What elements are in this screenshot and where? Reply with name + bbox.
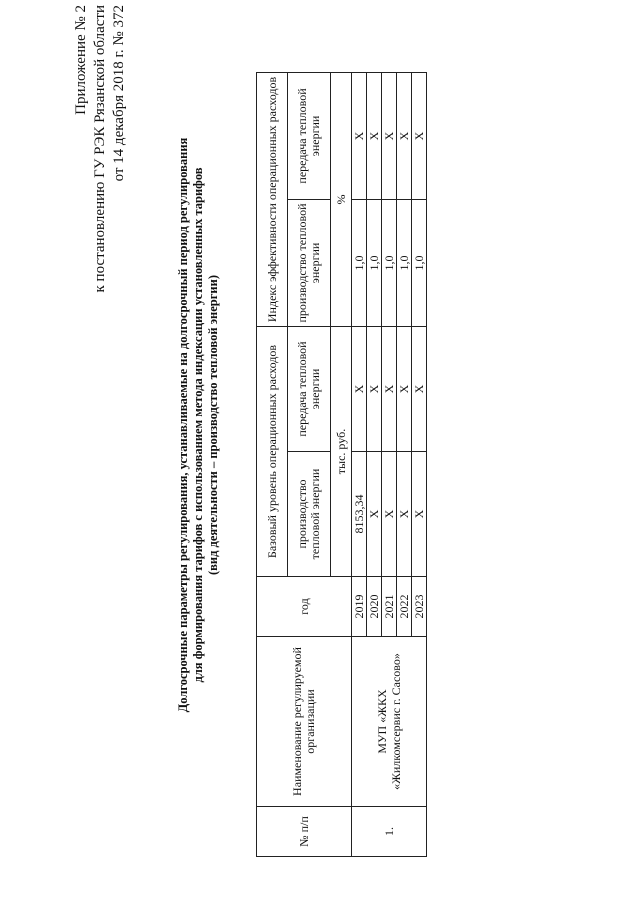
header-efficiency-index: Индекс эффективности операционных расходов: [257, 72, 288, 326]
base-production-cell: 8153,34: [352, 452, 367, 577]
index-transmission-cell: X: [382, 72, 397, 199]
year-cell: 2023: [412, 577, 427, 637]
heading-line-3: (вид деятельности – производство тепловой энергии): [206, 274, 220, 576]
appendix-number: Приложение № 2: [73, 5, 89, 115]
base-transmission-cell: X: [412, 326, 427, 451]
header-org: Наименование регулируемой организации: [257, 637, 352, 807]
unit-base: тыс. руб.: [331, 326, 352, 576]
header-index-transmission: передача тепловой энергии: [288, 72, 331, 199]
year-cell: 2021: [382, 577, 397, 637]
organization-name: [352, 637, 427, 807]
row-number: 1.: [352, 807, 427, 857]
heading-line-1: Долгосрочные параметры регулирования, устанавливаемые на долгосрочный период регулирования: [176, 137, 190, 713]
index-production-cell: 1,0: [382, 199, 397, 326]
base-production-cell: X: [367, 452, 382, 577]
index-production-cell: 1,0: [367, 199, 382, 326]
base-transmission-cell: X: [382, 326, 397, 451]
header-index-production: производство тепловой энергии: [288, 199, 331, 326]
header-base-level: Базовый уровень операционных расходов: [257, 326, 288, 576]
table-row: [352, 72, 367, 856]
index-production-cell: 1,0: [352, 199, 367, 326]
index-production-cell: 1,0: [412, 199, 427, 326]
header-base-transmission: передача тепловой энергии: [288, 326, 331, 451]
index-transmission-cell: X: [412, 72, 427, 199]
organization-name-line-2: «Жилкомсервис г. Сасово»: [389, 653, 403, 790]
index-transmission-cell: X: [352, 72, 367, 199]
base-production-cell: X: [382, 452, 397, 577]
base-production-cell: X: [412, 452, 427, 577]
organization-name-line-1: МУП «ЖКХ: [375, 689, 389, 754]
base-transmission-cell: X: [352, 326, 367, 451]
base-transmission-cell: X: [397, 326, 412, 451]
header-num: № п/п: [257, 807, 352, 857]
index-transmission-cell: X: [367, 72, 382, 199]
index-transmission-cell: X: [397, 72, 412, 199]
header-base-production: производство тепловой энергии: [288, 452, 331, 577]
heading-line-2: для формирования тарифов с использованием метода индексации установленных тарифов: [191, 167, 205, 683]
year-cell: 2022: [397, 577, 412, 637]
index-production-cell: 1,0: [397, 199, 412, 326]
base-production-cell: X: [397, 452, 412, 577]
document-heading: [176, 75, 221, 775]
header-row-1: [257, 72, 288, 856]
unit-index: %: [331, 72, 352, 326]
year-cell: 2020: [367, 577, 382, 637]
rotated-page: [0, 5, 640, 875]
appendix-resolution: к постановлению ГУ РЭК Рязанской области: [92, 5, 108, 293]
base-transmission-cell: X: [367, 326, 382, 451]
appendix-date: от 14 декабря 2018 г. № 372: [111, 5, 127, 182]
appendix-block: [72, 5, 129, 645]
parameters-table: [256, 72, 427, 857]
header-year: год: [257, 577, 352, 637]
year-cell: 2019: [352, 577, 367, 637]
